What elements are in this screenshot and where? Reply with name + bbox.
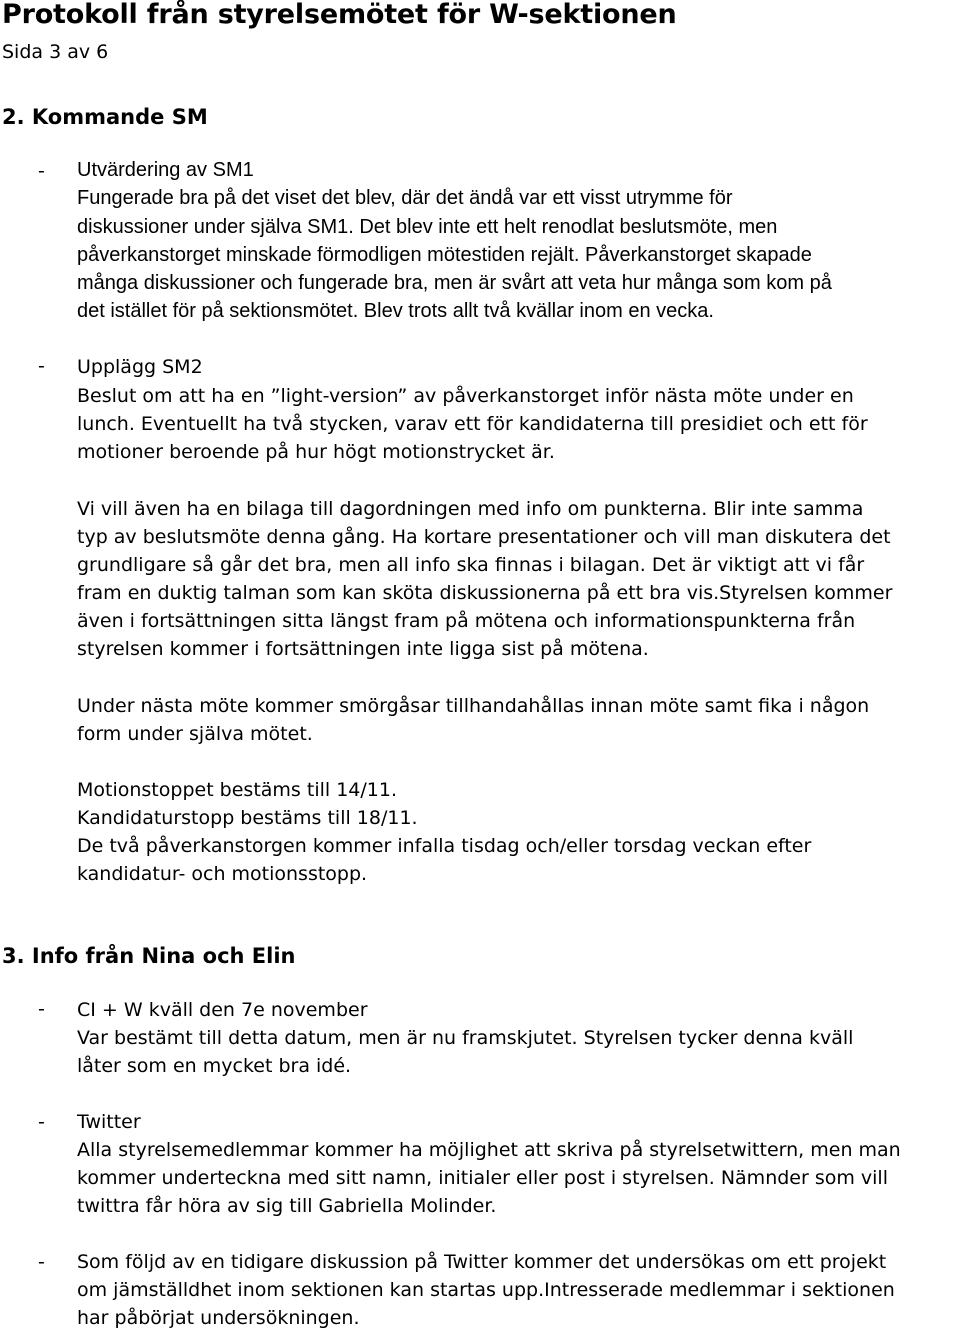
text-line: typ av beslutsmöte denna gång. Ha kortare presentationer och vill man diskutera det [77, 526, 891, 548]
list-bullet: - [38, 1111, 45, 1133]
text-line: Motionstoppet bestäms till 14/11. [77, 779, 397, 801]
text-line: diskussioner under själva SM1. Det blev inte ett helt renodlat beslutsmöte, men [77, 216, 778, 238]
text-line: form under själva mötet. [77, 723, 313, 745]
text-line: kommer underteckna med sitt namn, initialer eller post i styrelsen. Nämnder som vill [77, 1167, 888, 1189]
list-bullet: - [38, 998, 45, 1020]
list-item-title: CI + W kväll den 7e november [77, 999, 368, 1021]
text-line: lunch. Eventuellt ha två stycken, varav ett för kandidaterna till presidiet och ett för [77, 413, 868, 435]
section-heading-info-fran-nina-och-elin: 3. Info från Nina och Elin [2, 944, 296, 968]
text-line: Beslut om att ha en ”light-version” av påverkanstorget inför nästa möte under en [77, 385, 854, 407]
text-line: De två påverkanstorgen kommer infalla tisdag och/eller torsdag veckan efter [77, 835, 812, 857]
list-item-title: Twitter [77, 1111, 141, 1133]
text-line: Under nästa möte kommer smörgåsar tillhandahållas innan möte samt fika i någon [77, 695, 870, 717]
text-line: Var bestämt till detta datum, men är nu framskjutet. Styrelsen tycker denna kväll [77, 1027, 854, 1049]
text-line: grundligare så går det bra, men all info ska finnas i bilagan. Det är viktigt att vi får [77, 554, 865, 576]
text-line: Som följd av en tidigare diskussion på Twitter kommer det undersökas om ett projekt [77, 1251, 887, 1273]
text-line: påverkanstorget minskade förmodligen mötestiden rejält. Påverkanstorget skapade [77, 244, 812, 266]
text-line: Vi vill även ha en bilaga till dagordningen med info om punkterna. Blir inte samma [77, 498, 864, 520]
text-line: twittra får höra av sig till Gabriella Molinder. [77, 1195, 497, 1217]
text-line: motioner beroende på hur högt motionstrycket är. [77, 441, 555, 463]
list-bullet: - [38, 1251, 45, 1273]
text-line: Alla styrelsemedlemmar kommer ha möjlighet att skriva på styrelsetwittern, men man [77, 1139, 901, 1161]
list-item-title: Utvärdering av SM1 [77, 159, 254, 181]
page-number: Sida 3 av 6 [2, 41, 109, 63]
text-line: många diskussioner och fungerade bra, men är svårt att veta hur många som kom på [77, 272, 832, 294]
section-heading-kommande-sm: 2. Kommande SM [2, 105, 208, 129]
text-line: det istället för på sektionsmötet. Blev trots allt två kvällar inom en vecka. [77, 300, 714, 322]
text-line: om jämställdhet inom sektionen kan startas upp.Intresserade medlemmar i sektionen [77, 1279, 895, 1301]
document-title: Protokoll från styrelsemötet för W-sektionen [2, 0, 677, 30]
text-line: låter som en mycket bra idé. [77, 1055, 352, 1077]
list-bullet: - [38, 355, 45, 377]
text-line: fram en duktig talman som kan sköta diskussionerna på ett bra vis.Styrelsen kommer [77, 582, 893, 604]
text-line: styrelsen kommer i fortsättningen inte ligga sist på mötena. [77, 638, 649, 660]
text-line: även i fortsättningen sitta längst fram på mötena och informationspunkterna från [77, 610, 856, 632]
list-bullet: - [38, 160, 45, 182]
text-line: Kandidaturstopp bestäms till 18/11. [77, 807, 418, 829]
text-line: Fungerade bra på det viset det blev, där det ändå var ett visst utrymme för [77, 187, 733, 209]
list-item-title: Upplägg SM2 [77, 356, 203, 378]
text-line: har påbörjat undersökningen. [77, 1307, 360, 1329]
text-line: kandidatur- och motionsstopp. [77, 863, 368, 885]
